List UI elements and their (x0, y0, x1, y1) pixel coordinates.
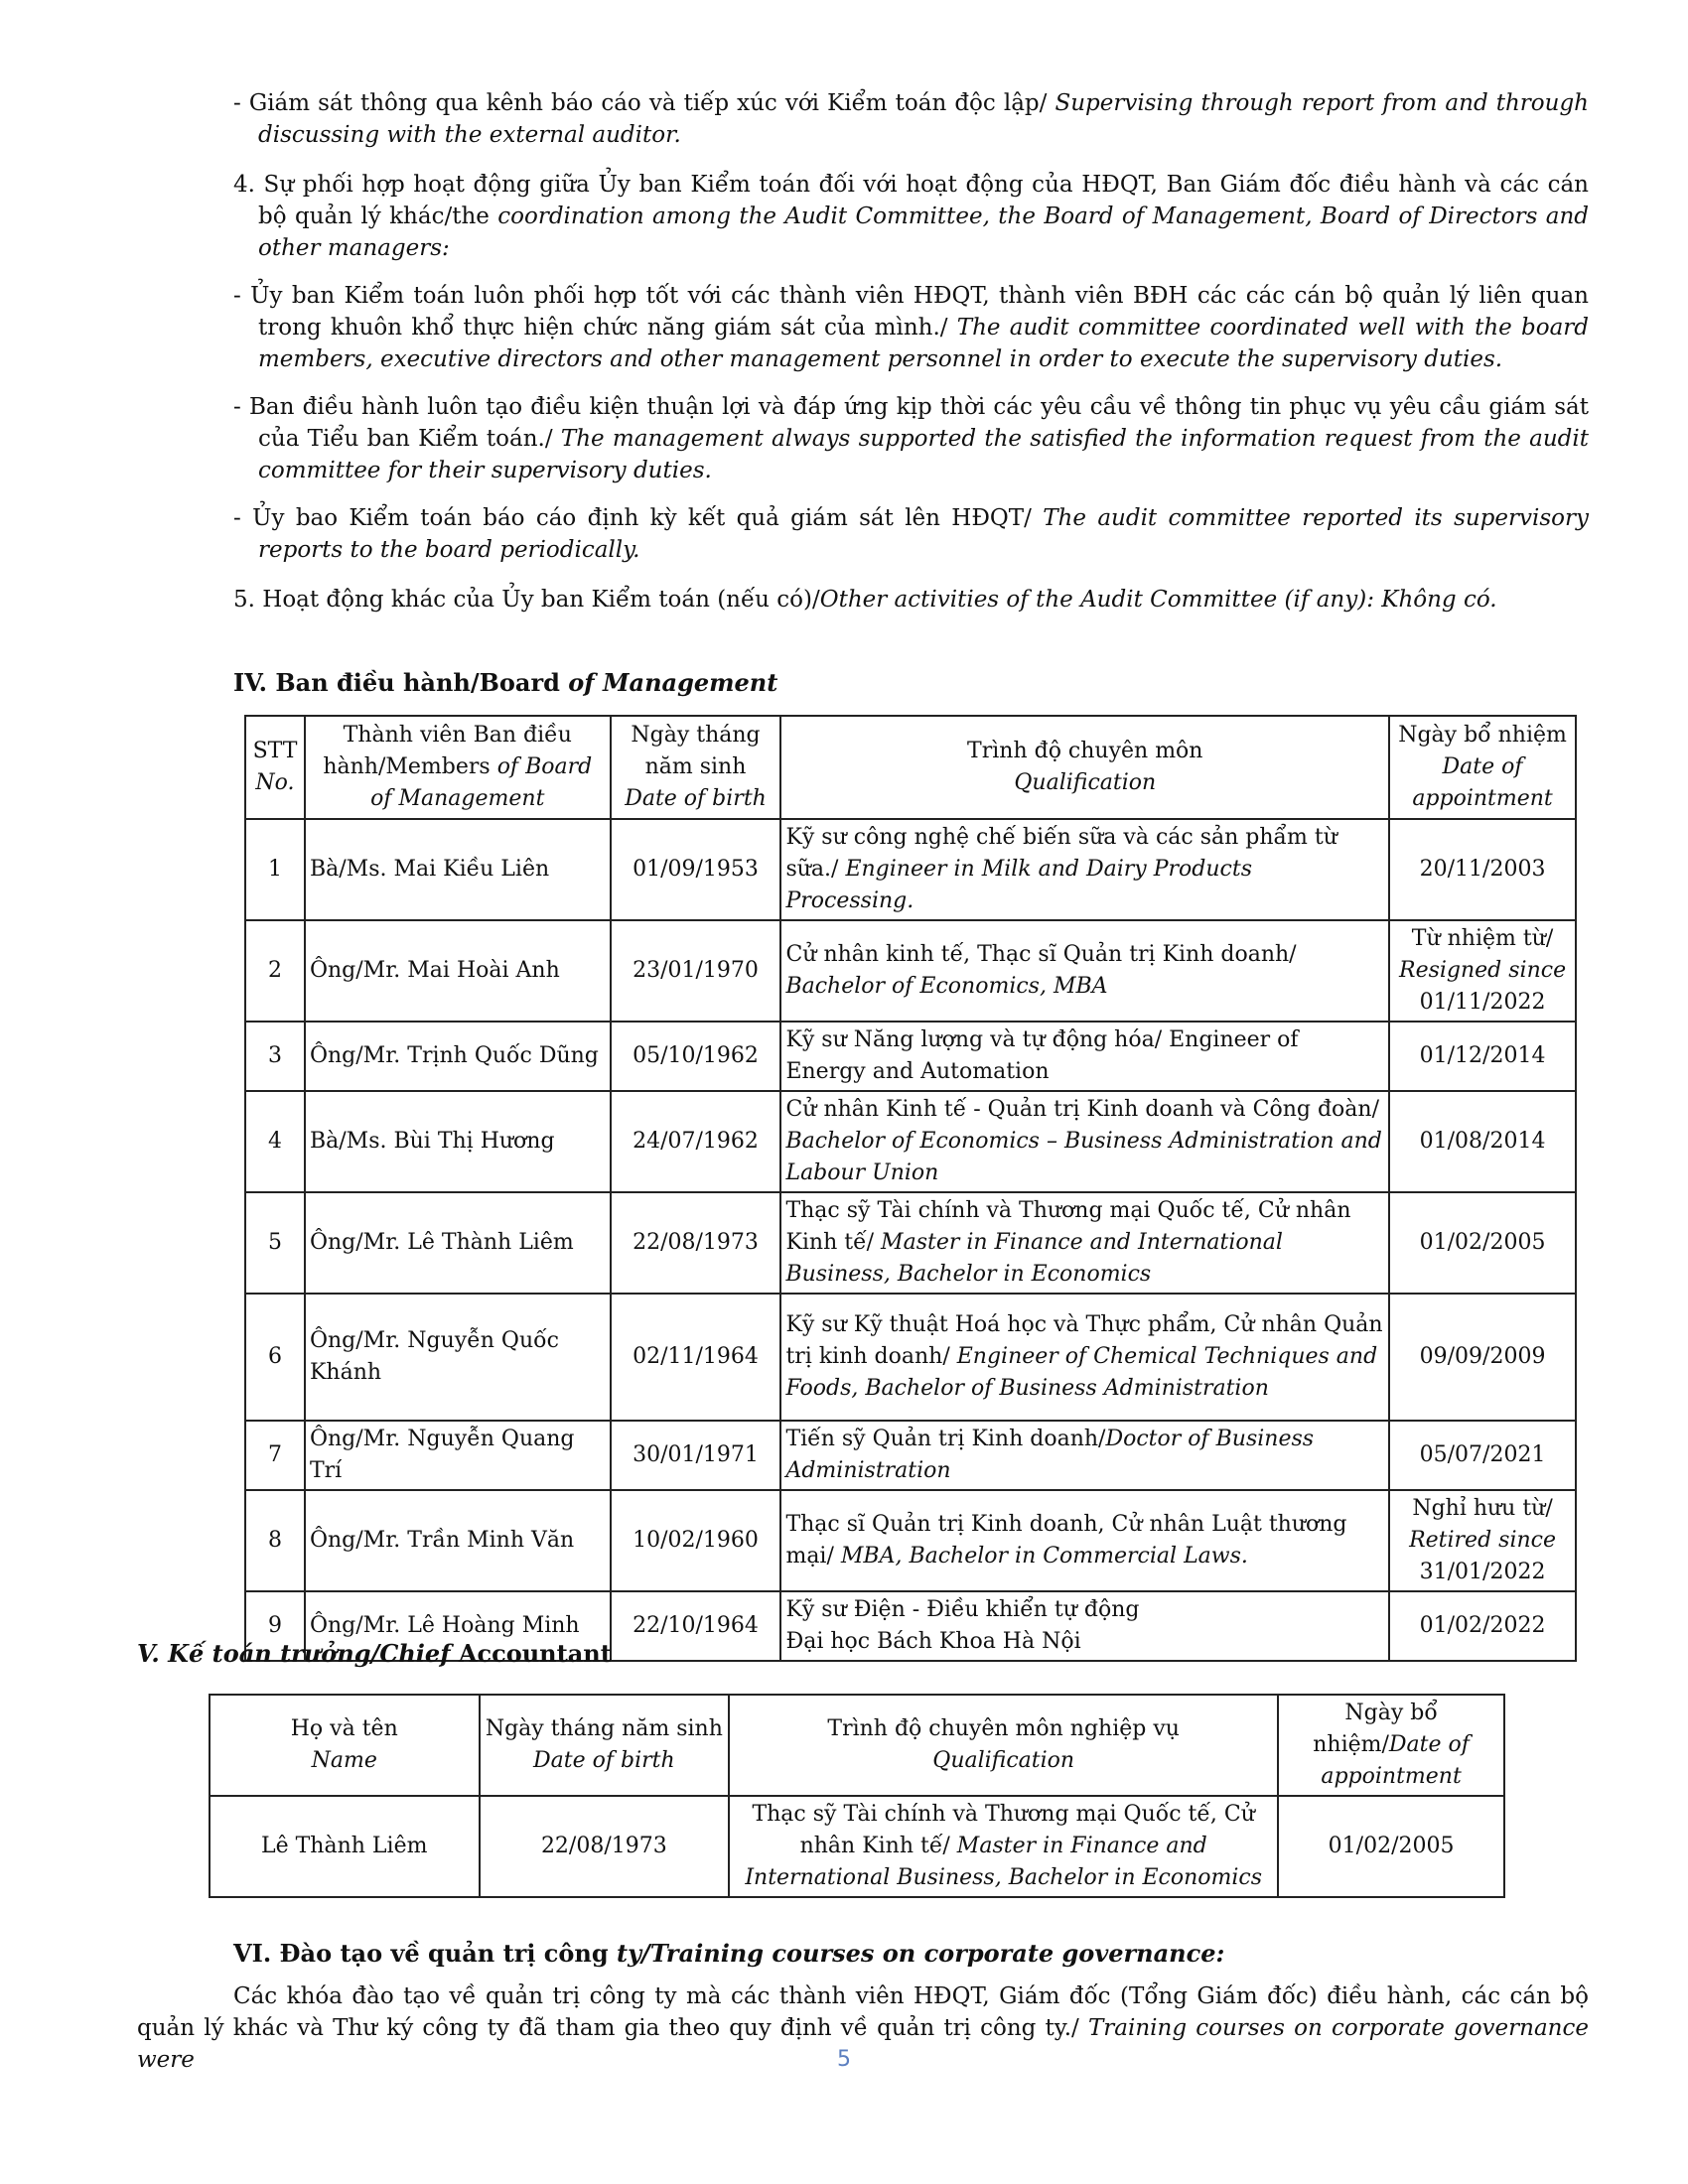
table-row: 5 Ông/Mr. Lê Thành Liêm 22/08/1973 Thạc sỹ Tài chính và Thương mại Quốc tế, Cử nhân Kinh tế/ Master in Finance and International Business, Bachelor in Economics 01/02/2005 (245, 1192, 1576, 1294)
header-no: STT No. (245, 716, 305, 819)
paragraph-committee-coordination (233, 280, 1589, 375)
table-row: 9 Ông/Mr. Lê Hoàng Minh 22/10/1964 Kỹ sư Điện - Điều khiển tự động Đại học Bách Khoa Hà Nội 01/02/2022 (245, 1591, 1576, 1661)
board-of-management-table (244, 715, 1577, 1662)
text-en: The audit committee reported its supervisory reports to the board periodically. (258, 505, 1589, 563)
header-appointment: Ngày bổ nhiệm/Date of appointment (1278, 1695, 1504, 1796)
text-vi: 4. Sự phối hợp hoạt động giữa Ủy ban Kiểm toán đối với hoạt động của HĐQT, Ban Giám đốc điều hành và các cán bộ quản lý khác/the (233, 172, 1589, 229)
header-dob: Ngày tháng năm sinh Date of birth (480, 1695, 730, 1796)
header-dob: Ngày tháng năm sinh Date of birth (611, 716, 781, 819)
section-heading-board-of-management: IV. Ban điều hành/Board of Management (233, 668, 778, 697)
text-vi: 5. Hoạt động khác của Ủy ban Kiểm toán (nếu có)/ (233, 587, 820, 613)
chief-accountant-table (209, 1694, 1505, 1898)
text-vi: - Ban điều hành luôn tạo điều kiện thuận lợi và đáp ứng kịp thời các yêu cầu về thông tin phục vụ yêu cầu giám sát của Tiểu ban Kiểm toán./ (233, 394, 1589, 452)
paragraph-other-activities (233, 584, 1589, 615)
page-number: 5 (837, 2047, 851, 2072)
text-en: Other activities of the Audit Committee (if any): Không có. (819, 587, 1497, 613)
text-vi: - Ủy ban Kiểm toán luôn phối hợp tốt với các thành viên HĐQT, thành viên BĐH các các cán bộ quản lý liên quan trong khuôn khổ thực hiện chức năng giám sát của mình./ (233, 283, 1589, 341)
text-vi: - Giám sát thông qua kênh báo cáo và tiếp xúc với Kiểm toán độc lập/ (233, 90, 1055, 116)
table-row: 7 Ông/Mr. Nguyễn Quang Trí 30/01/1971 Tiến sỹ Quản trị Kinh doanh/Doctor of Business Administration 05/07/2021 (245, 1421, 1576, 1490)
header-qualification: Trình độ chuyên môn Qualification (780, 716, 1389, 819)
text-en: The audit committee coordinated well with the board members, executive directors and other management personnel in order to execute the supervisory duties. (258, 315, 1589, 372)
table-row: 4 Bà/Ms. Bùi Thị Hương 24/07/1962 Cử nhân Kinh tế - Quản trị Kinh doanh và Công đoàn/ Bachelor of Economics – Business Administration and Labour Union 01/08/2014 (245, 1091, 1576, 1192)
paragraph-supervision-auditor (233, 87, 1589, 151)
table-row: 6 Ông/Mr. Nguyễn Quốc Khánh 02/11/1964 Kỹ sư Kỹ thuật Hoá học và Thực phẩm, Cử nhân Quản trị kinh doanh/ Engineer of Chemical Techniques and Foods, Bachelor of Business Administration 09/09/2009 (245, 1294, 1576, 1421)
section-heading-training: VI. Đào tạo về quản trị công ty/Training courses on corporate governance: (233, 1939, 1225, 1968)
paragraph-management-support (233, 391, 1589, 486)
paragraph-training-courses: Các khóa đào tạo về quản trị công ty mà các thành viên HĐQT, Giám đốc (Tổng Giám đốc) điều hành, các cán bộ quản lý khác và Thư ký công ty đã tham gia theo quy định về quản trị công ty./ Training courses on corporate governance were (137, 1983, 1589, 2073)
section-heading-chief-accountant: V. Kế toán trưởng/Chief Accountant (137, 1639, 612, 1668)
header-member: Thành viên Ban điều hành/Members of Board of Management (305, 716, 611, 819)
header-name: Họ và tên Name (210, 1695, 480, 1796)
header-appointment: Ngày bổ nhiệm Date of appointment (1389, 716, 1576, 819)
table-row: 8 Ông/Mr. Trần Minh Văn 10/02/1960 Thạc sĩ Quản trị Kinh doanh, Cử nhân Luật thương mại/ MBA, Bachelor in Commercial Laws. Nghỉ hưu từ/ Retired since 31/01/2022 (245, 1490, 1576, 1591)
paragraph-periodic-reports (233, 502, 1589, 566)
table-row: 3 Ông/Mr. Trịnh Quốc Dũng 05/10/1962 Kỹ sư Năng lượng và tự động hóa/ Engineer of Energy and Automation 01/12/2014 (245, 1022, 1576, 1091)
text-en: coordination among the Audit Committee, the Board of Management, Board of Directors and other managers: (258, 204, 1589, 261)
table-header-row (245, 716, 1576, 819)
header-qualification: Trình độ chuyên môn nghiệp vụ Qualification (729, 1695, 1278, 1796)
text-en: The management always supported the satisfied the information request from the audit committee for their supervisory duties. (258, 426, 1589, 483)
text-en: Supervising through report from and through discussing with the external auditor. (258, 90, 1589, 148)
table-header-row (210, 1695, 1504, 1796)
table-row: 1 Bà/Ms. Mai Kiều Liên 01/09/1953 Kỹ sư công nghệ chế biến sữa và các sản phẩm từ sữa./ Engineer in Milk and Dairy Products Processing. 20/11/2003 (245, 819, 1576, 920)
text-vi: - Ủy bao Kiểm toán báo cáo định kỳ kết quả giám sát lên HĐQT/ (233, 505, 1044, 531)
table-row: 2 Ông/Mr. Mai Hoài Anh 23/01/1970 Cử nhân kinh tế, Thạc sĩ Quản trị Kinh doanh/ Bachelor of Economics, MBA Từ nhiệm từ/ Resigned since 01/11/2022 (245, 920, 1576, 1022)
table-row: Lê Thành Liêm 22/08/1973 Thạc sỹ Tài chính và Thương mại Quốc tế, Cử nhân Kinh tế/ Master in Finance and International Business, Bachelor in Economics 01/02/2005 (210, 1796, 1504, 1897)
paragraph-coordination-heading (233, 169, 1589, 264)
